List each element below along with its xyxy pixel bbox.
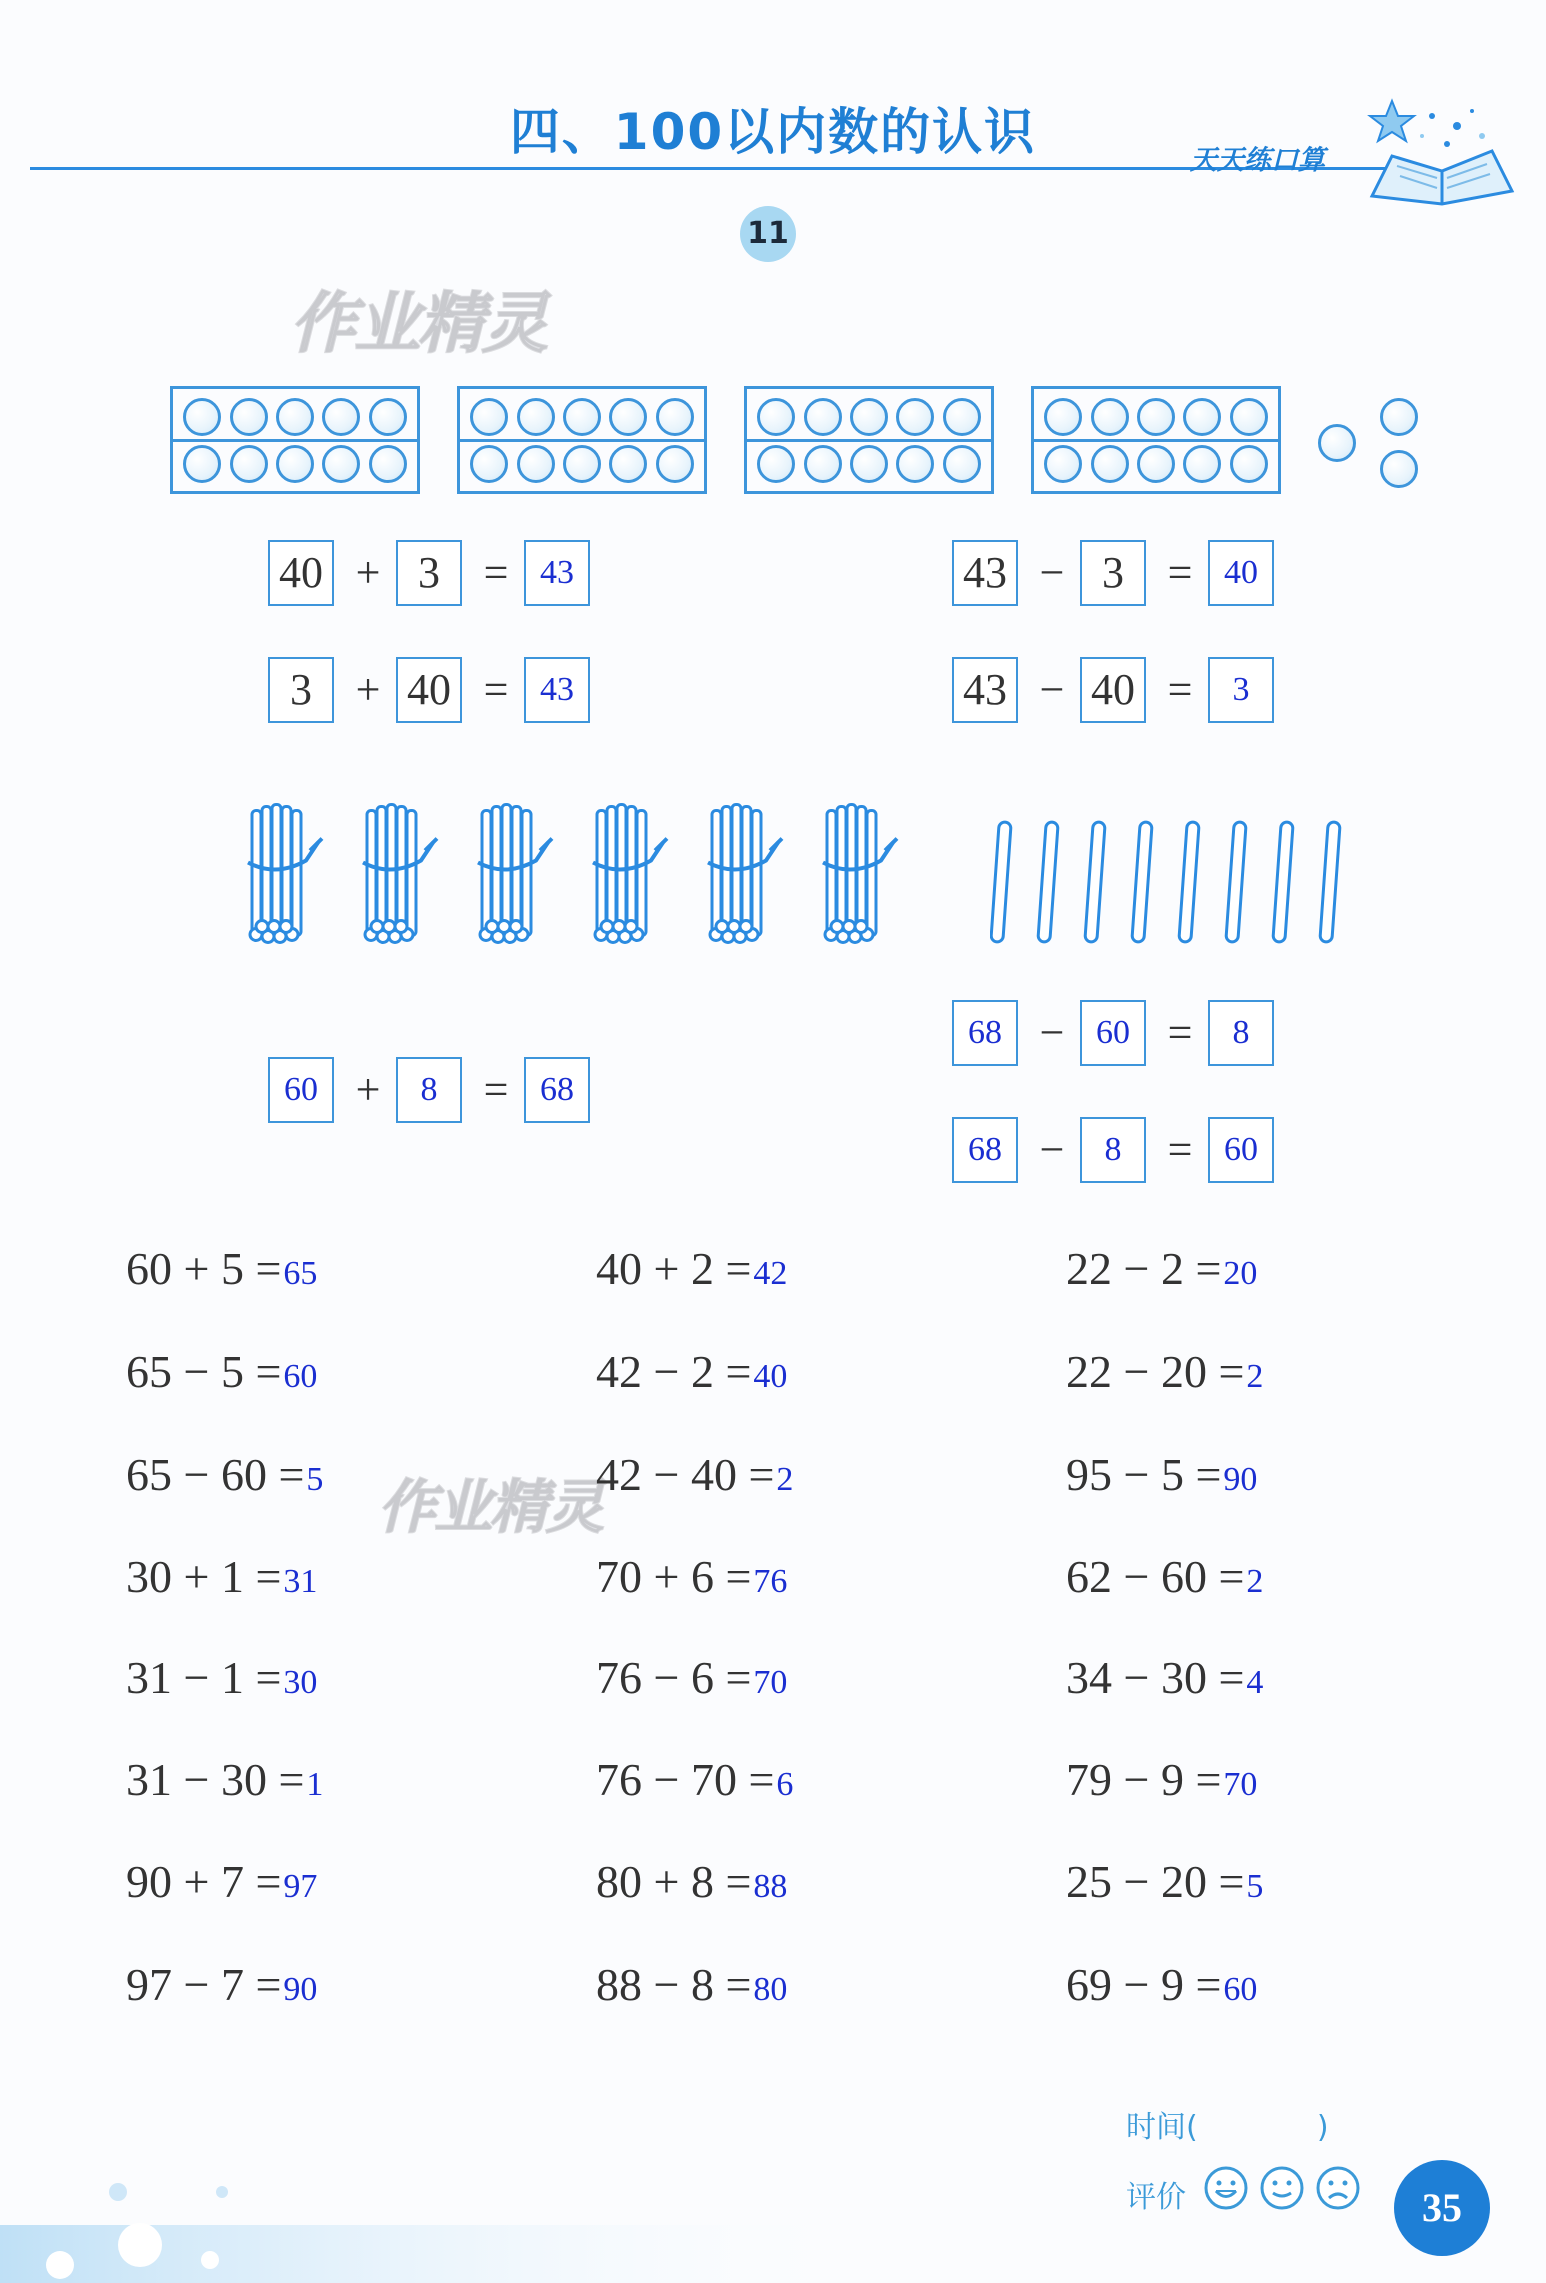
time-label-text: 时间( (1126, 2110, 1198, 2145)
time-label-close: ) (1316, 2110, 1329, 2145)
question: 76 − 6 = (596, 1652, 752, 1703)
box-minuend: 43 (952, 657, 1018, 723)
answer[interactable]: 80 (753, 1971, 788, 2008)
plus-sign: + (355, 1065, 381, 1114)
question: 62 − 60 = (1066, 1551, 1245, 1602)
box-addend-1: 40 (268, 540, 334, 606)
question: 60 + 5 = (126, 1243, 282, 1294)
box-answer[interactable]: 43 (524, 657, 590, 723)
minus-sign: − (1039, 548, 1065, 597)
brand-label: 天天练口算 (1190, 145, 1325, 176)
answer[interactable]: 2 (776, 1461, 794, 1498)
problem (1066, 1448, 1257, 1501)
neutral-face-icon[interactable] (1258, 2164, 1306, 2212)
problem (596, 1651, 787, 1704)
equals-sign: = (1167, 1008, 1193, 1057)
box-subtrahend[interactable]: 60 (1080, 1000, 1146, 1066)
box-subtrahend: 40 (1080, 657, 1146, 723)
plus-sign: + (355, 548, 381, 597)
problem (1066, 1550, 1263, 1603)
problem (1066, 1242, 1257, 1295)
question: 30 + 1 = (126, 1551, 282, 1602)
single-stick-icon (991, 822, 1011, 943)
answer[interactable]: 65 (283, 1255, 318, 1292)
box-ones[interactable]: 8 (396, 1057, 462, 1123)
problem (126, 1651, 317, 1704)
page-number: 35 (1394, 2160, 1490, 2256)
problem (596, 1753, 793, 1806)
page-title: 四、100以内数的认识 (509, 103, 1037, 161)
problem (126, 1753, 323, 1806)
book-icon (1362, 96, 1522, 206)
answer[interactable]: 40 (753, 1358, 788, 1395)
answer[interactable]: 30 (283, 1664, 318, 1701)
problem (596, 1550, 787, 1603)
question: 42 − 40 = (596, 1449, 775, 1500)
box-answer[interactable]: 40 (1208, 540, 1274, 606)
problem (126, 1550, 317, 1603)
question: 79 − 9 = (1066, 1754, 1222, 1805)
box-answer[interactable]: 68 (524, 1057, 590, 1123)
box-answer[interactable]: 60 (1208, 1117, 1274, 1183)
question: 22 − 2 = (1066, 1243, 1222, 1294)
problem (596, 1448, 793, 1501)
single-stick-icon (1320, 822, 1340, 943)
single-stick-icon (1038, 822, 1058, 943)
stick-bundle-icon (240, 800, 330, 950)
question: 40 + 2 = (596, 1243, 752, 1294)
question: 65 − 5 = (126, 1346, 282, 1397)
stick-bundle-icon (355, 800, 445, 950)
question: 76 − 70 = (596, 1754, 775, 1805)
box-minuend[interactable]: 68 (952, 1000, 1018, 1066)
equals-sign: = (483, 548, 509, 597)
answer[interactable]: 2 (1246, 1563, 1264, 1600)
box-addend-1: 3 (268, 657, 334, 723)
problem (126, 1345, 317, 1398)
answer[interactable]: 31 (283, 1563, 318, 1600)
equals-sign: = (483, 665, 509, 714)
problem (1066, 1651, 1263, 1704)
lesson-number-badge: 11 (740, 206, 796, 262)
loose-dot (1318, 424, 1356, 462)
answer[interactable]: 20 (1223, 1255, 1258, 1292)
problem (126, 1242, 317, 1295)
loose-dot (1380, 398, 1418, 436)
answer[interactable]: 90 (1223, 1461, 1258, 1498)
box-addend-2: 3 (396, 540, 462, 606)
answer[interactable]: 76 (753, 1563, 788, 1600)
problem (1066, 1753, 1257, 1806)
stick-bundle-icon (470, 800, 560, 950)
answer[interactable]: 1 (306, 1766, 324, 1803)
question: 80 + 8 = (596, 1856, 752, 1907)
stick-bundle-icon (815, 800, 905, 950)
question: 90 + 7 = (126, 1856, 282, 1907)
answer[interactable]: 60 (283, 1358, 318, 1395)
problem (1066, 1958, 1257, 2011)
minus-sign: − (1039, 1008, 1065, 1057)
bottom-decoration (0, 2170, 900, 2283)
time-label (1126, 2102, 1329, 2146)
box-answer[interactable]: 3 (1208, 657, 1274, 723)
plus-sign: + (355, 665, 381, 714)
box-addend-2: 40 (396, 657, 462, 723)
box-minuend[interactable]: 68 (952, 1117, 1018, 1183)
sad-face-icon[interactable] (1314, 2164, 1362, 2212)
question: 34 − 30 = (1066, 1652, 1245, 1703)
problem (596, 1958, 787, 2011)
question: 65 − 60 = (126, 1449, 305, 1500)
stick-bundle-icon (700, 800, 790, 950)
question: 25 − 20 = (1066, 1856, 1245, 1907)
equals-sign: = (1167, 665, 1193, 714)
question: 31 − 30 = (126, 1754, 305, 1805)
answer[interactable]: 70 (753, 1664, 788, 1701)
problem (596, 1345, 787, 1398)
question: 70 + 6 = (596, 1551, 752, 1602)
single-stick-icon (1226, 822, 1246, 943)
answer[interactable]: 2 (1246, 1358, 1264, 1395)
box-answer[interactable]: 43 (524, 540, 590, 606)
question: 95 − 5 = (1066, 1449, 1222, 1500)
single-stick-icon (1273, 822, 1293, 943)
watermark-top: 作业精灵 (290, 285, 546, 362)
question: 97 − 7 = (126, 1959, 282, 2010)
single-stick-icon (1132, 822, 1152, 943)
problem (596, 1855, 787, 1908)
problem (126, 1958, 317, 2011)
single-stick-icon (1179, 822, 1199, 943)
box-tens[interactable]: 60 (268, 1057, 334, 1123)
answer[interactable]: 42 (753, 1255, 788, 1292)
smile-face-icon[interactable] (1202, 2164, 1250, 2212)
loose-dot (1380, 450, 1418, 488)
answer[interactable]: 97 (283, 1868, 318, 1905)
box-minuend: 43 (952, 540, 1018, 606)
question: 69 − 9 = (1066, 1959, 1222, 2010)
box-subtrahend[interactable]: 8 (1080, 1117, 1146, 1183)
rating-label: 评价 (1126, 2180, 1186, 2215)
answer[interactable]: 4 (1246, 1664, 1264, 1701)
equals-sign: = (1167, 1125, 1193, 1174)
minus-sign: − (1039, 665, 1065, 714)
equals-sign: = (1167, 548, 1193, 597)
ten-frame-2 (457, 386, 707, 494)
single-sticks-group (990, 818, 1360, 948)
ten-frame-1 (170, 386, 420, 494)
answer[interactable]: 60 (1223, 1971, 1258, 2008)
answer[interactable]: 90 (283, 1971, 318, 2008)
minus-sign: − (1039, 1125, 1065, 1174)
ten-frame-4 (1031, 386, 1281, 494)
answer[interactable]: 88 (753, 1868, 788, 1905)
problem (596, 1242, 787, 1295)
equals-sign: = (483, 1065, 509, 1114)
watermark-middle: 作业精灵 (378, 1473, 603, 1541)
answer[interactable]: 5 (306, 1461, 324, 1498)
box-answer[interactable]: 8 (1208, 1000, 1274, 1066)
answer[interactable]: 6 (776, 1766, 794, 1803)
stick-bundle-icon (585, 800, 675, 950)
question: 22 − 20 = (1066, 1346, 1245, 1397)
problem (1066, 1345, 1263, 1398)
question: 88 − 8 = (596, 1959, 752, 2010)
single-stick-icon (1085, 822, 1105, 943)
question: 31 − 1 = (126, 1652, 282, 1703)
problem (1066, 1855, 1263, 1908)
ten-frame-3 (744, 386, 994, 494)
box-subtrahend: 3 (1080, 540, 1146, 606)
question: 42 − 2 = (596, 1346, 752, 1397)
problem (126, 1448, 323, 1501)
problem (126, 1855, 317, 1908)
answer[interactable]: 5 (1246, 1868, 1264, 1905)
answer[interactable]: 70 (1223, 1766, 1258, 1803)
